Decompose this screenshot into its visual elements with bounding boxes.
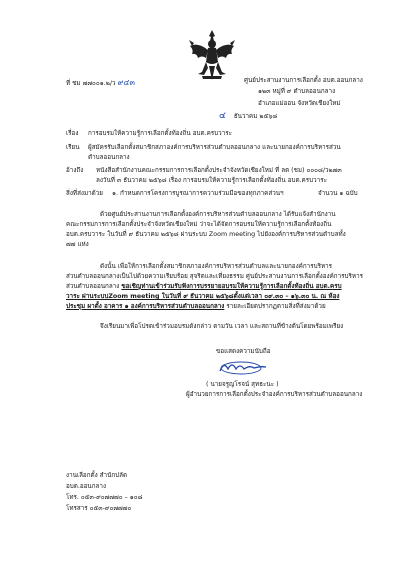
para2-bold-2: วาระ ผ่านระบบZoom meeting ในวันที่ ๙ ธันวาคม ๒๕๖๘ตั้งแต่เวลา ๐๙.๓๐ – ๑๖.๓๐ น. ณ ห้อง	[66, 293, 340, 300]
document-date	[219, 112, 277, 121]
closing-salutation: ขอแสดงความนับถือ	[216, 348, 271, 355]
para2-line-2: ส่วนตำบลออนกลางเป็นไปด้วยความเรียบร้อย สุจริตและเที่ยงธรรม ศูนย์ประสานงานการเลือกตั้งองค์การบริหาร	[66, 273, 363, 280]
reference-line-2: ลงวันที่ ๓ ธันวาคม ๒๕๖๘ เรื่อง การอบรมให้ความรู้การเลือกตั้งท้องถิ่น อบต.ครบวาระ	[96, 177, 327, 184]
to-line-1: ผู้สมัครรับเลือกตั้งสมาชิกสภาองค์การบริหารส่วนตำบลออนกลาง และนายกองค์การบริหารส่วน	[88, 144, 341, 151]
document-number-handwritten: ๙๔๓	[117, 78, 135, 87]
para2-bold-3: ประชุม ผาตั้ง อาคาร ๑ องค์การบริหารส่วนตำบลออนกลาง	[66, 303, 225, 310]
document-number-prefix: ที่ ชม ๗๗๐๐๑.๒/ว	[66, 80, 116, 87]
document-number	[66, 78, 135, 88]
org-line-2: ๑๒๓ หมู่ที่ ๙ ตำบลออนกลาง	[258, 88, 336, 95]
para1-line-3: อบต.ครบวาระ ในวันที่ ๙ ธันวาคม ๒๕๖๘ ผ่านระบบ Zoom meeting ไปยังองค์การบริหารส่วนตำบลทั้ง	[66, 231, 346, 238]
signatory-position: ผู้อำนวยการการเลือกตั้งประจำองค์การบริหารส่วนตำบลออนกลาง	[186, 391, 363, 398]
footer-line-2: อบต.ออนกลาง	[66, 483, 107, 490]
org-line-3: อำเภอแม่ออน จังหวัดเชียงใหม่	[258, 100, 341, 107]
reference-line-1: หนังสือสำนักงานคณะกรรมการการเลือกตั้งประจำจังหวัดเชียงใหม่ ที่ ลต (ชม) ๐๐๐๘/ว๒๗๓	[96, 167, 342, 174]
subject-label: เรื่อง	[66, 130, 79, 137]
enclosure-label: สิ่งที่ส่งมาด้วย	[66, 190, 103, 197]
subject-text: การอบรมให้ความรู้การเลือกตั้งท้องถิ่น อบต.ครบวาระ	[88, 130, 233, 137]
para2-line-1: ดังนั้น เพื่อให้การเลือกตั้งสมาชิกสภาองค์การบริหารส่วนตำบลและนายกองค์การบริหาร	[100, 263, 333, 270]
para2-line-3-plain: ส่วนตำบลออนกลาง	[66, 283, 120, 290]
para2-line-5	[66, 302, 326, 311]
reference-label: อ้างถึง	[66, 167, 84, 174]
enclosure-item: ๑. กำหนดการโครงการบูรณาการความร่วมมือของทุกภาคส่วนฯ	[112, 190, 284, 197]
footer-phone: โทร. ๐๕๓-๙๐๗๗๗๐ – ๑๐๘	[66, 494, 143, 501]
footer-fax: โทรสาร ๐๕๓-๙๐๗๗๗๐	[66, 505, 132, 512]
date-handwritten: ๔	[219, 111, 226, 121]
para2-line-3	[66, 282, 342, 291]
para3-closing-request: จึงเรียนมาเพื่อโปรดเข้าร่วมอบรมดังกล่าว ตามวัน เวลา และสถานที่ข้างต้นโดยพร้อมเพรียง	[100, 323, 344, 330]
para1-line-2: คณะกรรมการการเลือกตั้งประจำจังหวัดเชียงใหม่ ว่าจะได้จัดการอบรมให้ความรู้การเลือกตั้งท้องถิ่น	[66, 221, 332, 228]
para2-bold-1: ขอเชิญท่านเข้าร่วมรับฟังการบรรยายอบรมให้ความรู้การเลือกตั้งท้องถิ่น อบต.ครบ	[121, 283, 342, 290]
enclosure-quantity: จำนวน ๑ ฉบับ	[318, 190, 358, 197]
to-line-2: ตำบลออนกลาง	[88, 154, 130, 161]
para1-line-1: ด้วยศูนย์ประสานงานการเลือกตั้งองค์การบริหารส่วนตำบลออนกลาง ได้รับแจ้งสำนักงาน	[100, 211, 336, 218]
date-month-year: ธันวาคม ๒๕๖๘	[233, 113, 278, 120]
garuda-emblem-icon	[188, 28, 236, 84]
para2-tail: รายละเอียดปรากฏตามสิ่งที่ส่งมาด้วย	[224, 303, 326, 310]
signature-mark-icon	[214, 357, 272, 377]
footer-line-1: งานเลือกตั้ง สำนักปลัด	[66, 472, 128, 479]
org-line-1: ศูนย์ประสานงานการเลือกตั้ง อบต.ออนกลาง	[244, 77, 363, 84]
para1-line-4: ๗๗ แห่ง	[66, 241, 89, 248]
signatory-name: ( นายจรูญโรจน์ สุทธะนะ )	[206, 381, 279, 388]
to-label: เรียน	[66, 144, 80, 151]
